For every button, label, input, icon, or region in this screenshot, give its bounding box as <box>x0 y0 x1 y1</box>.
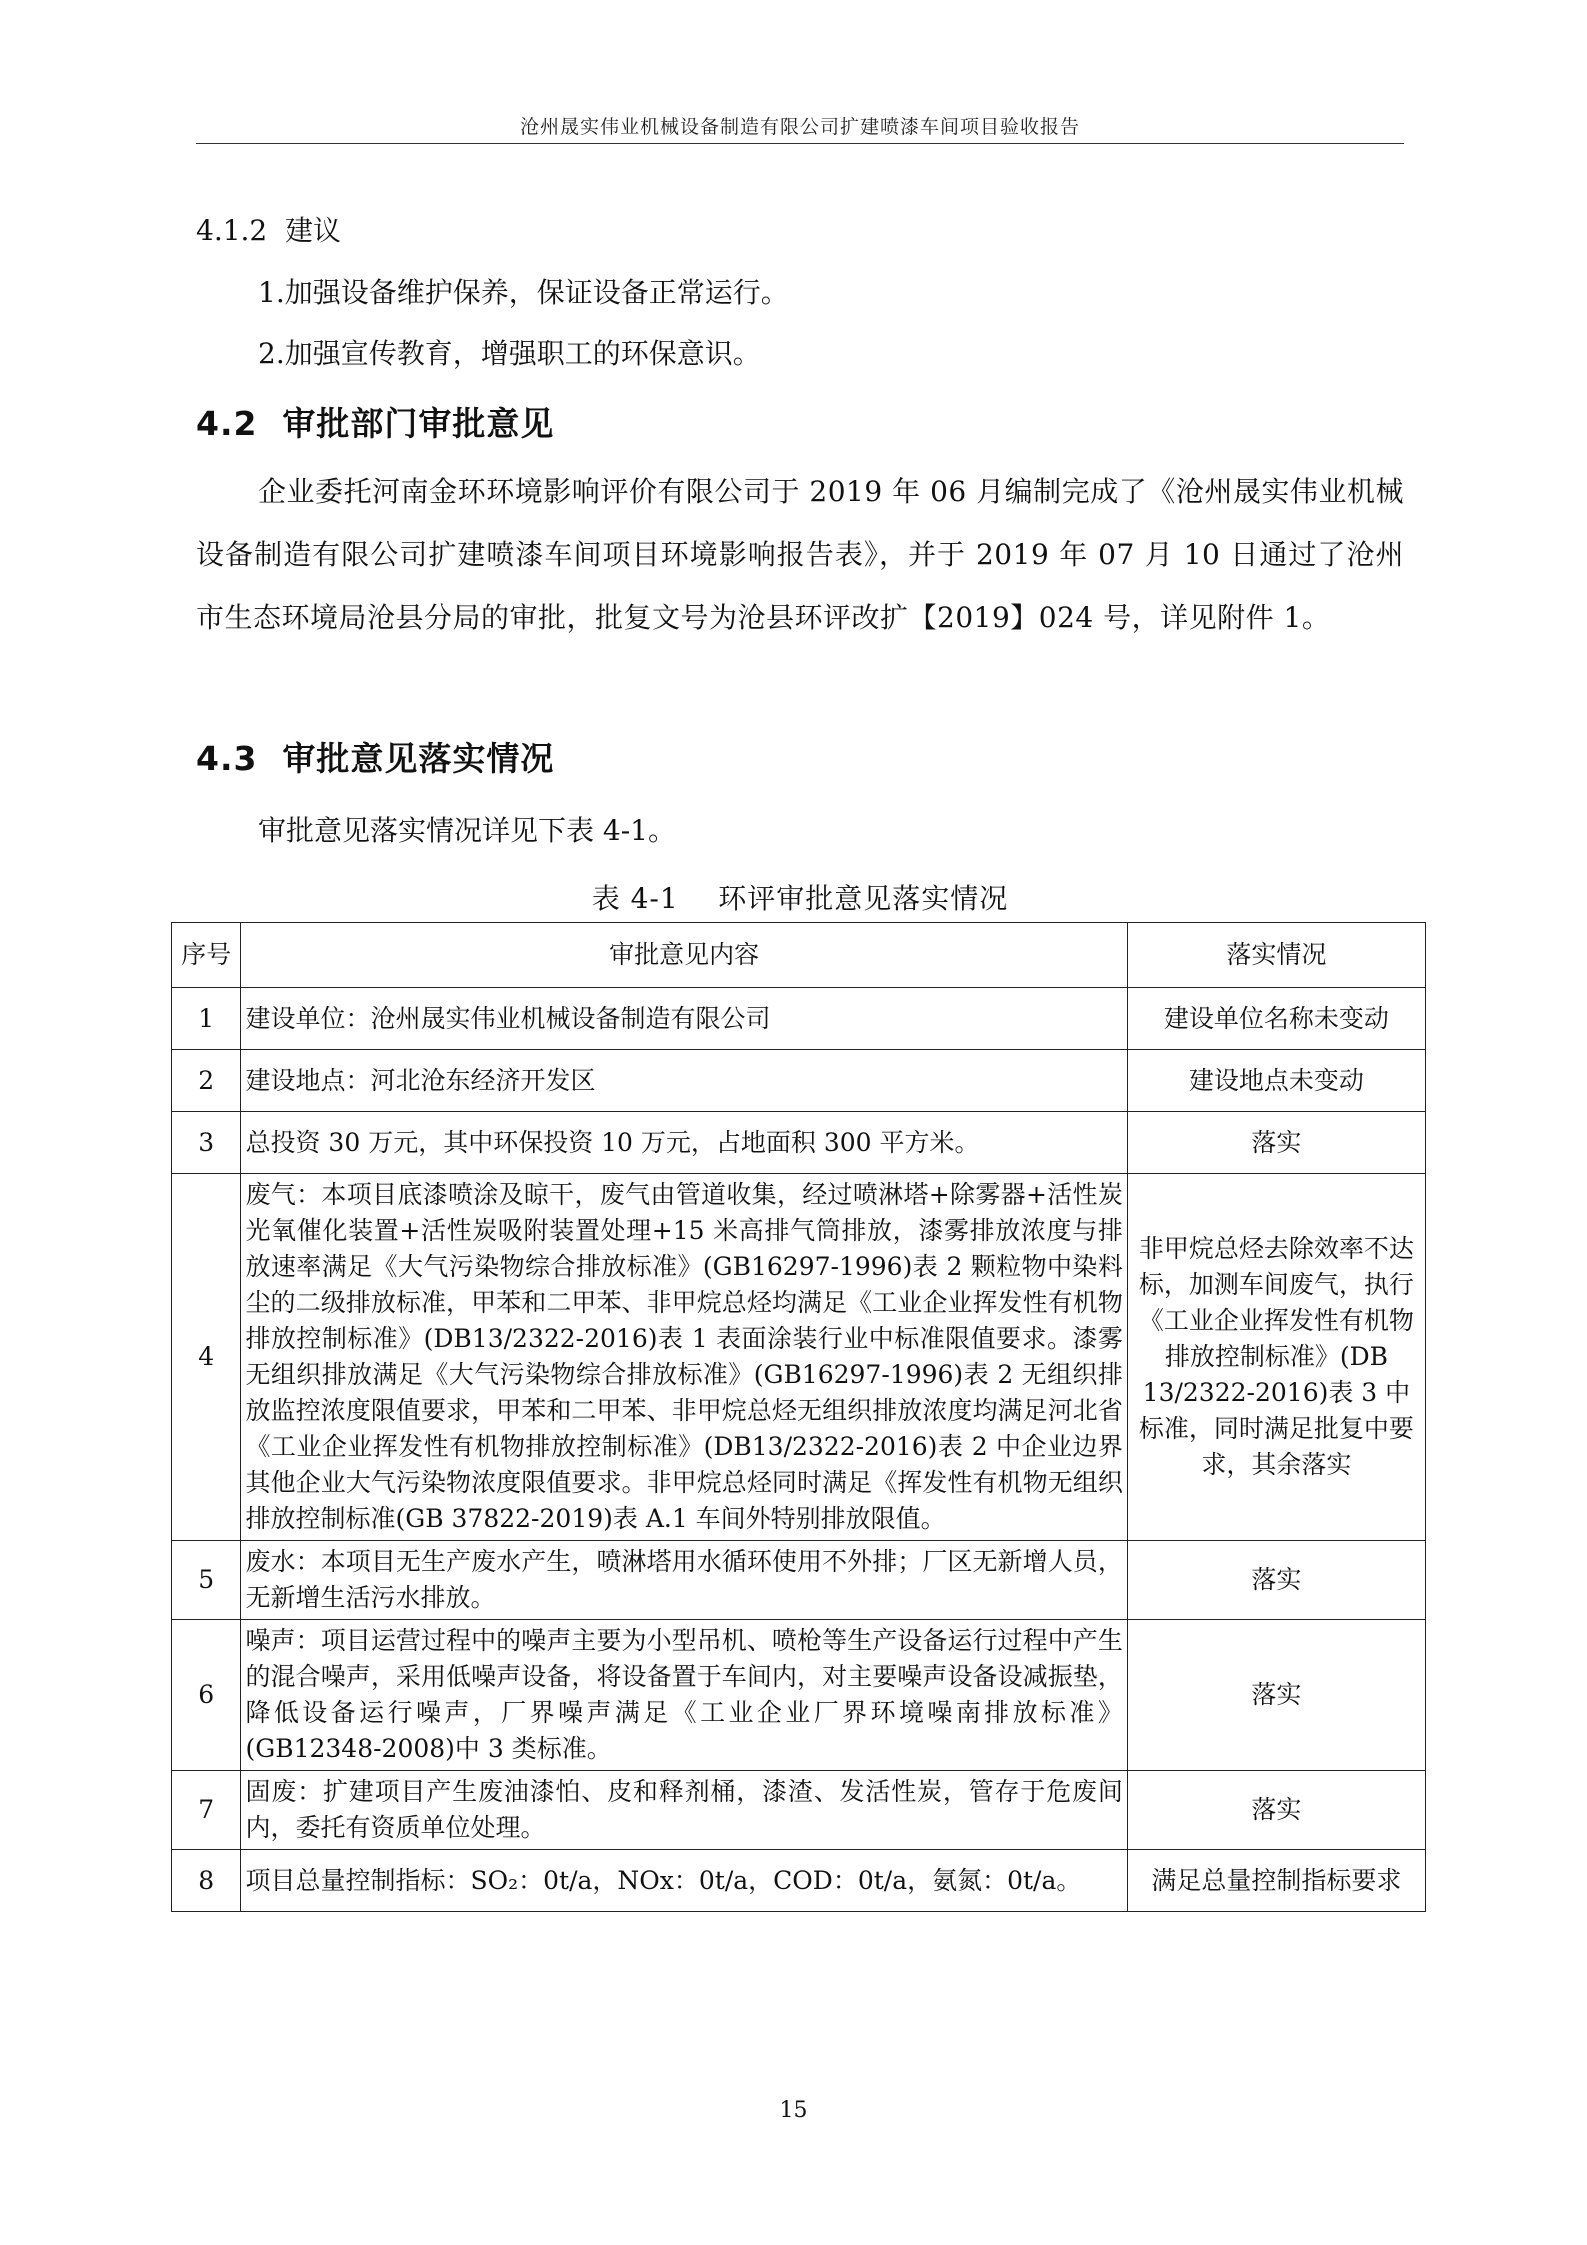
row-serial-number: 6 <box>172 1620 241 1771</box>
table-row <box>172 1050 1426 1112</box>
header-serial-number: 序号 <box>172 923 241 988</box>
approval-implementation-table <box>171 922 1426 1912</box>
table-row <box>172 1174 1426 1541</box>
row-approval-content: 建设地点：河北沧东经济开发区 <box>241 1050 1127 1112</box>
row-approval-content: 废水：本项目无生产废水产生，喷淋塔用水循环使用不外排；厂区无新增人员，无新增生活污水排放。 <box>241 1541 1127 1620</box>
subsection-heading-4-1-2: 4.1.2 建议 <box>196 214 342 247</box>
row-serial-number: 2 <box>172 1050 241 1112</box>
suggestion-item-2: 2.加强宣传教育，增强职工的环保意识。 <box>258 337 761 370</box>
row-approval-content: 建设单位：沧州晟实伟业机械设备制造有限公司 <box>241 988 1127 1050</box>
header-implementation-status: 落实情况 <box>1127 923 1425 988</box>
header-divider <box>196 143 1404 144</box>
row-serial-number: 5 <box>172 1541 241 1620</box>
table-caption: 表 4-1 环评审批意见落实情况 <box>591 882 1009 915</box>
row-implementation-status: 落实 <box>1127 1541 1425 1620</box>
row-approval-content: 固废：扩建项目产生废油漆怕、皮和释剂桶，漆渣、发活性炭，管存于危废间内，委托有资质单位处理。 <box>241 1771 1127 1850</box>
table-row <box>172 1112 1426 1174</box>
row-approval-content: 项目总量控制指标：SO₂：0t/a，NOx：0t/a，COD：0t/a，氨氮：0t/a。 <box>241 1850 1127 1912</box>
row-serial-number: 3 <box>172 1112 241 1174</box>
row-implementation-status: 落实 <box>1127 1620 1425 1771</box>
section-heading-4-2: 4.2 审批部门审批意见 <box>196 404 555 443</box>
header-approval-content: 审批意见内容 <box>241 923 1127 988</box>
report-header-title: 沧州晟实伟业机械设备制造有限公司扩建喷漆车间项目验收报告 <box>519 116 1080 138</box>
table-row <box>172 1850 1426 1912</box>
row-approval-content: 废气：本项目底漆喷涂及晾干，废气由管道收集，经过喷淋塔+除雾器+活性炭光氧催化装置+活性炭吸附装置处理+15 米高排气筒排放，漆雾排放浓度与排放速率满足《大气污染物综合排放标准》(GB16297-1996)表 2 颗粒物中染料尘的二级排放标准，甲苯和二甲苯、非甲烷总烃均满足《工业企业挥发性有机物排放控制标准》(DB13/2322-2016)表 1 表面涂装行业中标准限值要求。漆雾无组织排放满足《大气污染物综合排放标准》(GB16297-1996)表 2 无组织排放监控浓度限值要求，甲苯和二甲苯、非甲烷总烃无组织排放浓度均满足河北省《工业企业挥发性有机物排放控制标准》(DB13/2322-2016)表 2 中企业边界其他企业大气污染物浓度限值要求。非甲烷总烃同时满足《挥发性有机物无组织排放控制标准(GB 37822-2019)表 A.1 车间外特别排放限值。 <box>241 1174 1127 1541</box>
table-row <box>172 1620 1426 1771</box>
suggestion-item-1: 1.加强设备维护保养，保证设备正常运行。 <box>258 276 789 309</box>
table-row <box>172 1771 1426 1850</box>
table-row <box>172 1541 1426 1620</box>
section-heading-4-3: 4.3 审批意见落实情况 <box>196 739 555 778</box>
row-approval-content: 总投资 30 万元，其中环保投资 10 万元，占地面积 300 平方米。 <box>241 1112 1127 1174</box>
table-row <box>172 988 1426 1050</box>
table-header-row <box>172 923 1426 988</box>
row-serial-number: 8 <box>172 1850 241 1912</box>
row-implementation-status: 落实 <box>1127 1112 1425 1174</box>
row-implementation-status: 满足总量控制指标要求 <box>1127 1850 1425 1912</box>
approval-paragraph: 企业委托河南金环环境影响评价有限公司于 2019 年 06 月编制完成了《沧州晟实伟业机械设备制造有限公司扩建喷漆车间项目环境影响报告表》，并于 2019 年 07 月 10 日通过了沧州市生态环境局沧县分局的审批，批复文号为沧县环评改扩【2019】024 号，详见附件 1。 <box>196 475 1404 634</box>
implementation-intro-paragraph: 审批意见落实情况详见下表 4-1。 <box>258 814 676 847</box>
row-serial-number: 1 <box>172 988 241 1050</box>
page-number: 15 <box>779 2098 808 2123</box>
row-approval-content: 噪声：项目运营过程中的噪声主要为小型吊机、喷枪等生产设备运行过程中产生的混合噪声，采用低噪声设备，将设备置于车间内，对主要噪声设备设减振垫，降低设备运行噪声，厂界噪声满足《工业企业厂界环境噪南排放标准》(GB12348-2008)中 3 类标准。 <box>241 1620 1127 1771</box>
row-serial-number: 7 <box>172 1771 241 1850</box>
row-implementation-status: 落实 <box>1127 1771 1425 1850</box>
row-implementation-status: 非甲烷总烃去除效率不达标，加测车间废气，执行《工业企业挥发性有机物排放控制标准》(DB 13/2322-2016)表 3 中标准，同时满足批复中要求，其余落实 <box>1127 1174 1425 1541</box>
row-implementation-status: 建设单位名称未变动 <box>1127 988 1425 1050</box>
row-serial-number: 4 <box>172 1174 241 1541</box>
row-implementation-status: 建设地点未变动 <box>1127 1050 1425 1112</box>
